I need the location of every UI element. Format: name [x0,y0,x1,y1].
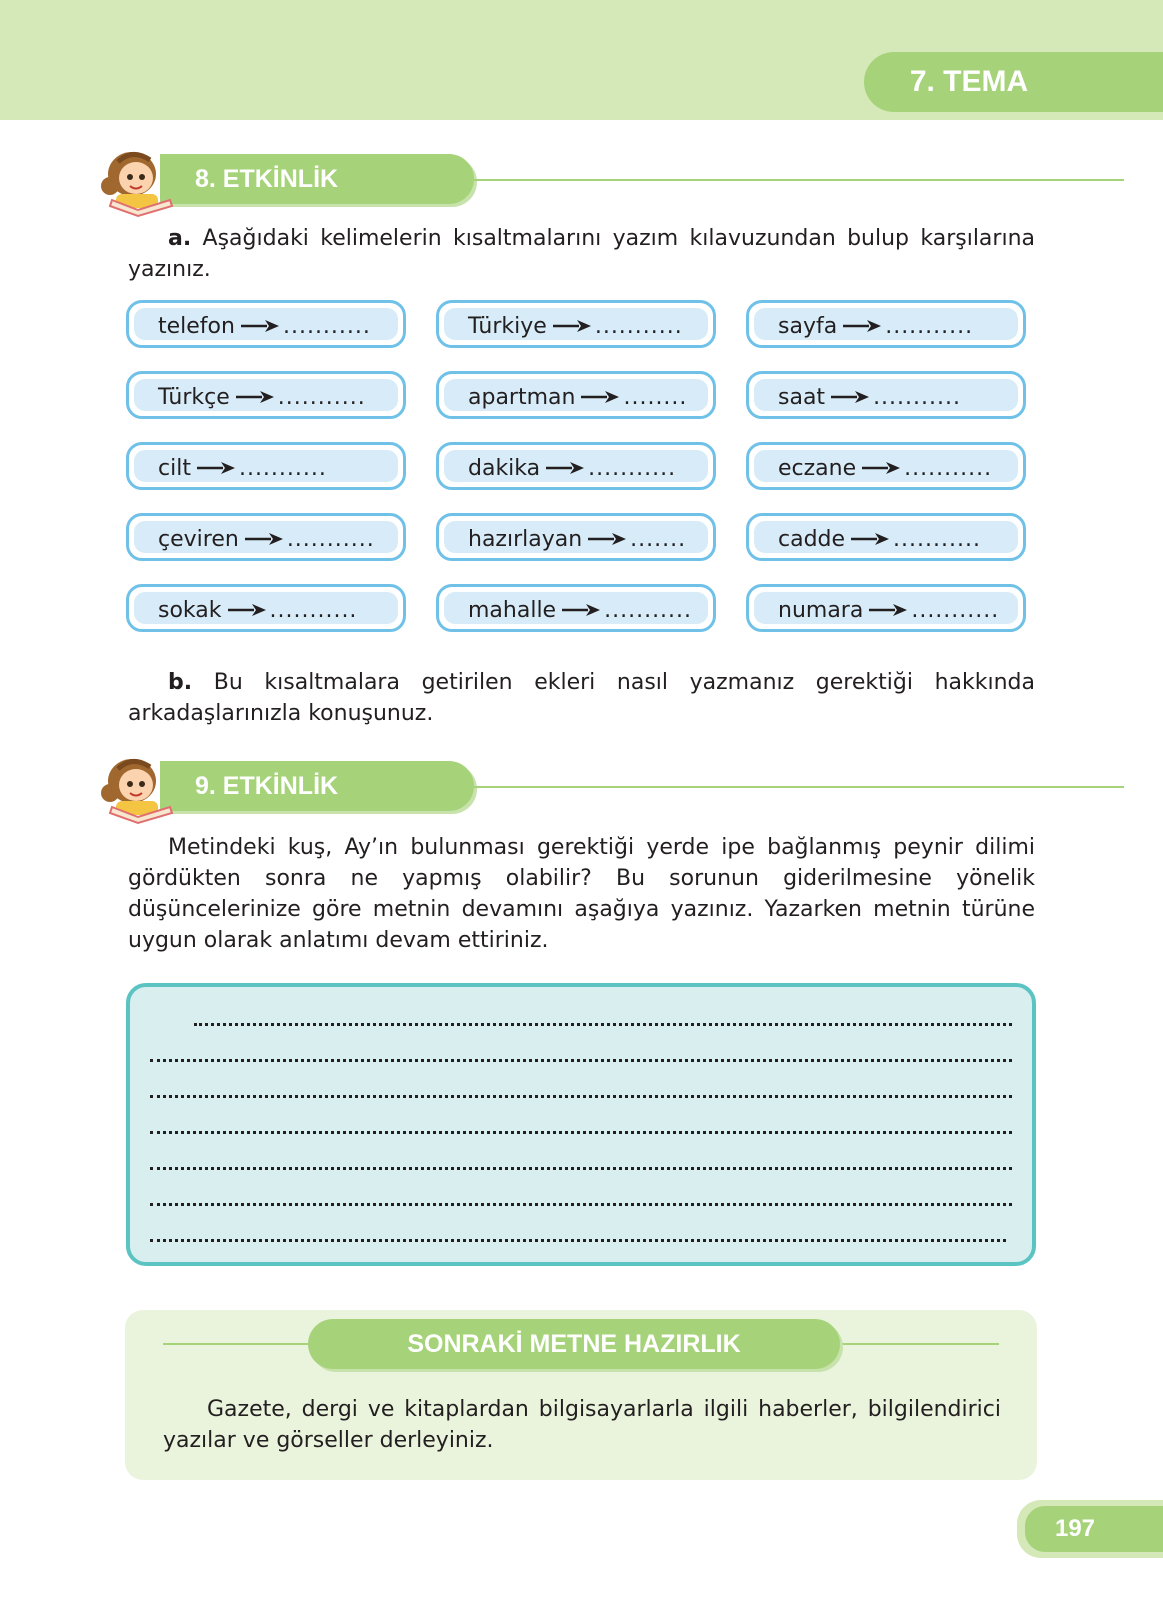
word-box[interactable] [436,513,716,561]
part-a-label: a. [168,226,192,251]
part-a-text: Aşağıdaki kelimelerin kısaltmalarını yazım kılavuzundan bulup karşılarına yazınız. [128,226,1035,282]
word-entry [158,379,366,417]
answer-blank[interactable]: ........... [588,456,677,481]
writing-line[interactable] [150,1093,1012,1098]
word-box-fill [444,450,708,482]
activity-8-header [90,140,1040,220]
prep-title: SONRAKİ METNE HAZIRLIK [407,1330,741,1358]
answer-blank[interactable]: ........... [282,314,371,339]
word-label: telefon [158,314,235,339]
writing-line[interactable] [150,1057,1012,1062]
word-label: çeviren [158,527,239,552]
theme-tab [864,52,1163,112]
word-label: mahalle [468,598,557,623]
word-box-fill [754,450,1018,482]
abbreviation-grid [126,300,1036,640]
word-box[interactable] [126,584,406,632]
word-label: sayfa [778,314,838,339]
arrow-right-icon [581,390,619,404]
writing-line[interactable] [150,1129,1012,1134]
word-box-fill [754,592,1018,624]
writing-line[interactable] [194,1021,1012,1026]
answer-blank[interactable]: ........... [269,598,358,623]
arrow-right-icon [546,461,584,475]
part-b-label: b. [168,670,193,695]
word-entry [158,521,375,559]
writing-area[interactable] [126,983,1036,1266]
word-box-fill [134,450,398,482]
writing-line[interactable] [150,1201,1012,1206]
activity-9-instruction [128,832,1035,956]
activity-9-text: Metindeki kuş, Ay’ın bulunması gerektiği yerde ipe bağlanmış peynir dilimi gördükten sonra ne yapmış olabilir? Bu sorunun giderilmesine yönelik düşüncelerinize göre metnin devamını aşağıya yazınız. Yazarken metnin türüne uygun olarak anlatımı devam ettiriniz. [128,835,1035,953]
prep-pill [308,1319,840,1369]
next-text-prep-box [125,1310,1037,1480]
word-box-fill [754,379,1018,411]
arrow-right-icon [241,319,279,333]
word-label: Türkçe [158,385,230,410]
answer-blank[interactable]: ........... [893,527,981,552]
word-box[interactable] [436,300,716,348]
word-label: cilt [158,456,191,481]
arrow-right-icon [831,390,869,404]
word-box[interactable] [126,300,406,348]
arrow-right-icon [869,603,907,617]
word-entry [778,308,973,346]
word-entry [778,450,992,488]
word-entry [778,592,999,630]
word-entry [778,379,961,417]
answer-blank[interactable]: ........... [238,456,327,481]
writing-line[interactable] [150,1165,1012,1170]
activity-9-header [90,747,1040,827]
word-label: cadde [778,527,846,552]
word-box-fill [134,379,398,411]
word-entry [778,521,981,559]
part-b-text: Bu kısaltmalara getirilen ekleri nasıl yazmanız gerektiği hakkında arkadaşlarınızla konuşunuz. [128,670,1035,726]
word-box-fill [134,521,398,553]
word-box-fill [754,308,1018,340]
arrow-right-icon [851,532,889,546]
word-box[interactable] [746,442,1026,490]
word-box-fill [444,379,708,411]
word-entry [468,592,692,630]
arrow-right-icon [236,390,274,404]
word-entry [158,592,357,630]
answer-blank[interactable]: ........... [904,456,993,481]
word-label: apartman [468,385,576,410]
answer-blank[interactable]: ........... [873,385,961,410]
word-label: dakika [468,456,541,481]
answer-blank[interactable]: ....... [630,527,687,552]
word-entry [158,450,327,488]
word-label: saat [778,385,826,410]
word-box-fill [444,521,708,553]
arrow-right-icon [843,319,881,333]
prep-text-paragraph [163,1394,1001,1456]
answer-blank[interactable]: ........... [594,314,683,339]
girl-reading-icon [90,747,180,827]
word-entry [468,379,687,417]
word-entry [468,308,683,346]
answer-blank[interactable]: ........... [885,314,974,339]
word-box[interactable] [436,371,716,419]
theme-label: 7. TEMA [909,65,1029,98]
word-label: numara [778,598,864,623]
activity-9-title: 9. ETKİNLİK [195,772,339,800]
word-box-fill [134,592,398,624]
word-box-fill [444,308,708,340]
activity-8-title: 8. ETKİNLİK [195,165,339,193]
word-entry [468,450,676,488]
word-box[interactable] [126,442,406,490]
arrow-right-icon [197,461,235,475]
activity-8-rule [474,179,1124,181]
page-number: 197 [1054,1515,1096,1542]
word-label: Türkiye [468,314,547,339]
arrow-right-icon [553,319,591,333]
word-box-fill [444,592,708,624]
word-box[interactable] [436,584,716,632]
arrow-right-icon [228,603,266,617]
word-entry [158,308,371,346]
word-box[interactable] [746,584,1026,632]
prep-text: Gazete, dergi ve kitaplardan bilgisayarlarla ilgili haberler, bilgilendirici yazılar ve görseller derleyiniz. [163,1397,1001,1453]
page-number-tab [1017,1500,1163,1558]
writing-line[interactable] [150,1237,1006,1242]
page-number-tab-inner [1025,1506,1163,1552]
answer-blank[interactable]: ........... [286,527,375,552]
word-entry [468,521,686,559]
answer-blank[interactable]: ........... [277,385,366,410]
word-box-fill [754,521,1018,553]
word-box[interactable] [746,300,1026,348]
arrow-right-icon [562,603,600,617]
answer-blank[interactable]: ........... [604,598,693,623]
arrow-right-icon [245,532,283,546]
word-box-fill [134,308,398,340]
word-box[interactable] [746,371,1026,419]
word-box[interactable] [126,513,406,561]
answer-blank[interactable]: ........ [623,385,688,410]
word-box[interactable] [746,513,1026,561]
arrow-right-icon [588,532,626,546]
answer-blank[interactable]: ........... [911,598,1000,623]
word-label: hazırlayan [468,527,583,552]
word-box[interactable] [126,371,406,419]
word-label: sokak [158,598,222,623]
word-box[interactable] [436,442,716,490]
arrow-right-icon [862,461,900,475]
activity-8-instruction-a [128,223,1035,285]
activity-8-instruction-b [128,667,1035,729]
girl-reading-icon [90,140,180,220]
word-label: eczane [778,456,857,481]
activity-9-rule [474,786,1124,788]
